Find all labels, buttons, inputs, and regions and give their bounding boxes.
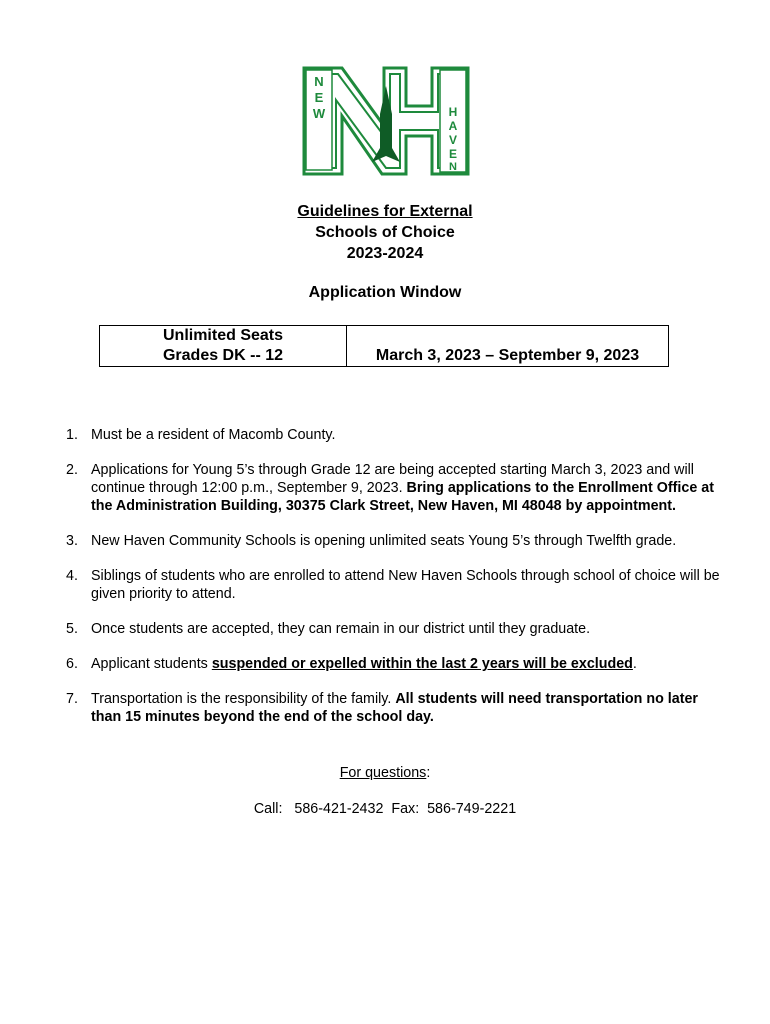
dates-cell (347, 326, 669, 367)
list-item-text: . (632, 656, 637, 672)
list-item-number: 3. (66, 533, 78, 549)
list-item-text: Applications for Young 5’s through Grade 12 are being accepted starting March 3, 2023 and will continue through 12:00 p.m., September 9, 2023. (91, 462, 694, 496)
contact-numbers: Call: 586-421-2432 Fax: 586-749-2221 (253, 801, 517, 817)
new-haven-logo (302, 66, 470, 176)
guidelines-list (66, 426, 726, 743)
list-item-number: 7. (66, 691, 78, 707)
list-item-text: Siblings of students who are enrolled to attend New Haven Schools through school of choice will be given priority to attend. (91, 568, 720, 602)
document-title (0, 201, 770, 264)
grades-label: Grades DK -- 12 (162, 347, 284, 364)
dates-label: March 3, 2023 – September 9, 2023 (375, 347, 640, 364)
list-item-number: 1. (66, 427, 78, 443)
list-item-text: New Haven Community Schools is opening unlimited seats Young 5’s through Twelfth grade. (91, 533, 677, 549)
list-item-number: 6. (66, 656, 78, 672)
logo-letter-e2: E (448, 147, 458, 161)
list-item-text: Transportation is the responsibility of the family. (91, 691, 396, 707)
list-item-text: All students will need transportation no later than 15 minutes beyond the end of the school day. (91, 691, 698, 725)
seats-label: Unlimited Seats (162, 327, 284, 344)
logo-letter-v: V (448, 133, 458, 147)
list-item (66, 620, 726, 638)
list-item (66, 690, 726, 726)
list-item (66, 655, 726, 673)
logo-letter-e: E (314, 90, 324, 105)
list-item-number: 5. (66, 621, 78, 637)
list-item-text: suspended or expelled within the last 2 years will be excluded (211, 656, 633, 672)
list-item-text: Must be a resident of Macomb County. (91, 427, 336, 443)
application-window-heading: Application Window (308, 284, 462, 301)
application-window-table (99, 325, 669, 367)
list-item (66, 426, 726, 444)
title-line-3: 2023-2024 (346, 245, 424, 262)
list-item (66, 532, 726, 550)
list-item-number: 2. (66, 462, 78, 478)
list-item-text: Bring applications to the Enrollment Office at the Administration Building, 30375 Clark Street, New Haven, MI 48048 by appointment. (91, 480, 714, 514)
list-item-number: 4. (66, 568, 78, 584)
questions-label: For questions (339, 765, 427, 781)
list-item-text: Once students are accepted, they can remain in our district until they graduate. (91, 621, 591, 637)
logo-letter-n2: N (449, 161, 457, 173)
list-item (66, 461, 726, 515)
title-line-2: Schools of Choice (315, 224, 455, 241)
questions-colon: : (426, 765, 431, 781)
logo-letter-a: A (448, 119, 458, 133)
logo-letter-h: H (448, 105, 458, 119)
title-line-1: Guidelines for External (297, 203, 473, 220)
list-item (66, 567, 726, 603)
logo-letter-n: N (314, 74, 324, 89)
logo-letter-w: W (312, 106, 326, 121)
questions-line (0, 765, 770, 781)
nh-logo-graphic (302, 66, 470, 176)
seats-cell (100, 326, 347, 367)
list-item-text: Applicant students (91, 656, 212, 672)
